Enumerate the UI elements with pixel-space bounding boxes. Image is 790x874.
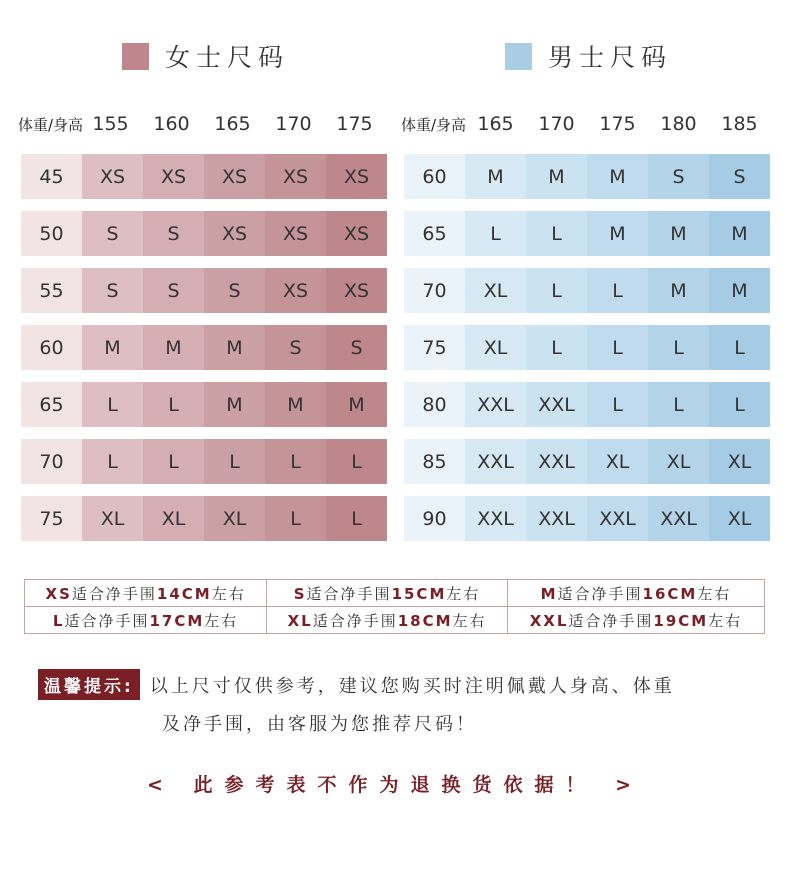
men-size-cell: XXL [526,382,587,427]
women-height-175: 175 [336,113,373,135]
men-size-cell: XL [709,496,770,541]
women-size-cell: L [265,439,326,484]
men-size-cell: L [709,382,770,427]
men-weight-cell: 90 [404,496,465,541]
men-size-cell: L [709,325,770,370]
men-size-cell: M [587,211,648,256]
men-size-cell: XXL [465,496,526,541]
tip-row [38,669,675,700]
men-size-row [404,439,770,484]
women-weight-cell: 75 [21,496,82,541]
men-size-cell: M [648,268,709,313]
note-num: 16CM [642,584,698,603]
men-size-cell: M [465,154,526,199]
note-key: S [293,584,307,603]
women-size-row [21,439,387,484]
men-size-row [404,268,770,313]
men-size-cell: XL [465,325,526,370]
note-suffix: 左右 [211,584,246,603]
women-size-cell: XS [265,211,326,256]
women-size-row [21,325,387,370]
note-key: M [540,584,558,603]
notes-row [25,580,765,607]
men-size-cell: L [587,268,648,313]
men-size-cell: XXL [526,496,587,541]
women-size-row [21,496,387,541]
men-title-text: 男士尺码 [548,43,673,72]
men-size-row [404,211,770,256]
note-text: 适合净手围 [568,611,654,630]
women-weight-cell: 60 [21,325,82,370]
men-header-row [401,112,770,136]
women-size-cell: S [143,211,204,256]
women-size-title [122,38,289,74]
men-size-cell: M [709,211,770,256]
men-height-185: 185 [721,113,758,135]
men-weight-cell: 85 [404,439,465,484]
women-size-row [21,268,387,313]
men-size-cell: L [648,382,709,427]
women-height-155: 155 [92,113,129,135]
note-suffix: 左右 [446,584,481,603]
men-size-row [404,496,770,541]
women-size-cell: M [204,382,265,427]
note-key: XS [45,584,72,603]
men-height-175: 175 [599,113,636,135]
note-suffix: 左右 [708,611,743,630]
men-size-row [404,154,770,199]
women-size-cell: XS [326,154,387,199]
men-weight-cell: 65 [404,211,465,256]
women-weight-cell: 70 [21,439,82,484]
women-size-cell: XS [143,154,204,199]
note-suffix: 左右 [452,611,487,630]
note-key: L [52,611,65,630]
women-size-cell: XS [265,154,326,199]
men-color-swatch [505,43,532,70]
men-size-title [505,38,672,74]
men-weight-cell: 60 [404,154,465,199]
men-header-label: 体重/身高 [401,115,467,134]
men-size-cell: M [526,154,587,199]
note-suffix: 左右 [204,611,239,630]
note-key: XL [287,611,313,630]
men-size-cell: XXL [465,439,526,484]
notes-row [25,607,765,634]
men-size-cell: L [465,211,526,256]
men-size-cell: S [648,154,709,199]
women-size-cell: XL [82,496,143,541]
women-size-cell: M [326,382,387,427]
women-size-cell: M [143,325,204,370]
men-height-170: 170 [538,113,575,135]
men-size-cell: L [526,325,587,370]
women-size-cell: L [82,382,143,427]
women-size-cell: XS [326,211,387,256]
note-text: 适合净手围 [306,584,392,603]
note-text: 适合净手围 [557,584,643,603]
note-key: XXL [529,611,569,630]
women-size-cell: XL [204,496,265,541]
wrist-size-notes-table [24,579,765,634]
men-size-cell: L [526,211,587,256]
men-weight-cell: 75 [404,325,465,370]
women-size-cell: XS [204,211,265,256]
tip-line-1: 以上尺寸仅供参考，建议您购买时注明佩戴人身高、体重 [149,675,675,697]
men-size-row [404,382,770,427]
note-suffix: 左右 [697,584,732,603]
men-size-cell: M [648,211,709,256]
women-weight-cell: 50 [21,211,82,256]
women-height-165: 165 [214,113,251,135]
men-size-cell: XXL [587,496,648,541]
tip-badge: 温馨提示: [38,669,140,700]
note-text: 适合净手围 [71,584,157,603]
tip-line-2: 及净手围，由客服为您推荐尺码！ [162,714,477,735]
disclaimer-footer: < 此参考表不作为退换货依据！ > [146,774,644,796]
men-size-row [404,325,770,370]
women-size-row [21,382,387,427]
men-size-cell: L [587,325,648,370]
women-color-swatch [122,43,149,70]
women-size-cell: XS [204,154,265,199]
men-size-cell: XL [465,268,526,313]
men-size-cell: XL [648,439,709,484]
men-size-grid [404,154,770,553]
note-num: 14CM [156,584,212,603]
note-cell [267,607,508,634]
note-num: 17CM [149,611,205,630]
men-weight-cell: 70 [404,268,465,313]
women-size-row [21,154,387,199]
men-size-cell: S [709,154,770,199]
men-size-cell: XXL [465,382,526,427]
women-size-cell: S [82,268,143,313]
women-size-cell: L [143,439,204,484]
note-cell [507,607,764,634]
men-size-cell: XL [709,439,770,484]
women-size-cell: L [204,439,265,484]
note-text: 适合净手围 [312,611,398,630]
women-weight-cell: 45 [21,154,82,199]
men-size-cell: L [526,268,587,313]
men-size-cell: M [587,154,648,199]
men-height-180: 180 [660,113,697,135]
women-size-cell: S [143,268,204,313]
women-weight-cell: 55 [21,268,82,313]
note-cell [267,580,508,607]
note-num: 18CM [397,611,453,630]
women-size-cell: L [82,439,143,484]
women-size-cell: M [82,325,143,370]
note-cell [507,580,764,607]
women-height-160: 160 [153,113,190,135]
women-size-cell: XS [265,268,326,313]
women-header-label: 体重/身高 [18,115,84,134]
women-size-cell: L [326,496,387,541]
women-size-cell: L [265,496,326,541]
women-height-170: 170 [275,113,312,135]
women-header-row [18,112,385,136]
note-num: 15CM [391,584,447,603]
men-size-cell: L [587,382,648,427]
women-size-cell: S [326,325,387,370]
women-size-cell: XL [143,496,204,541]
women-size-grid [21,154,387,553]
men-weight-cell: 80 [404,382,465,427]
men-size-cell: M [709,268,770,313]
men-size-cell: XXL [526,439,587,484]
note-num: 19CM [653,611,709,630]
women-size-row [21,211,387,256]
women-size-cell: M [204,325,265,370]
women-size-cell: XS [82,154,143,199]
women-size-cell: XS [326,268,387,313]
men-size-cell: XL [587,439,648,484]
women-size-cell: M [265,382,326,427]
women-size-cell: L [143,382,204,427]
men-height-165: 165 [477,113,514,135]
women-size-cell: L [326,439,387,484]
men-size-cell: L [648,325,709,370]
note-cell [25,607,267,634]
women-title-text: 女士尺码 [165,43,290,72]
note-text: 适合净手围 [64,611,150,630]
women-size-cell: S [82,211,143,256]
women-size-cell: S [204,268,265,313]
men-size-cell: XXL [648,496,709,541]
note-cell [25,580,267,607]
women-size-cell: S [265,325,326,370]
women-weight-cell: 65 [21,382,82,427]
